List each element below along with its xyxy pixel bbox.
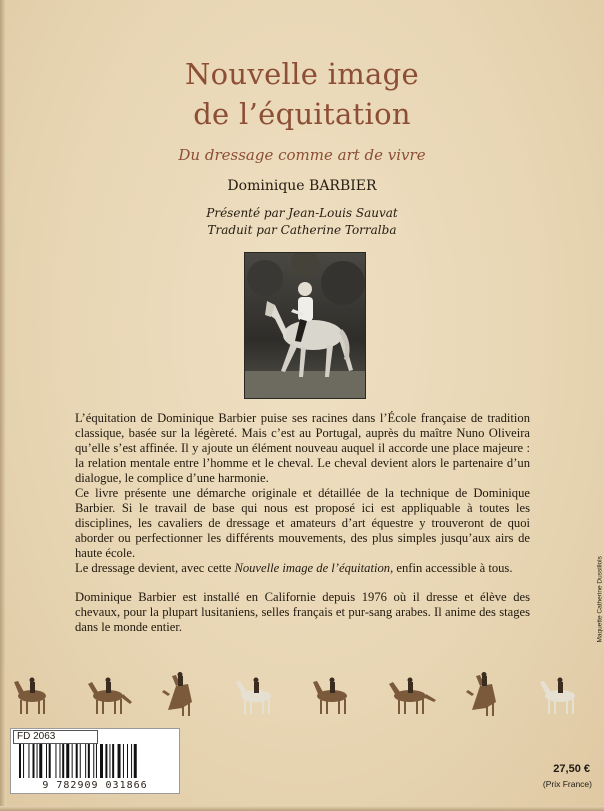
subtitle: Du dressage comme art de vivre <box>178 146 426 164</box>
barcode-bar <box>100 744 103 778</box>
p3-book-title: Nouvelle image de l’équitation <box>234 561 391 575</box>
description-paragraph-4: Dominique Barbier est installé en Californie depuis 1976 où il dresse et élève des chevaux, pour la plupart lusitaniens, selles français et pur-sang arabes. Il anime des stages dans le monde entier. <box>75 590 530 634</box>
isbn-number: 9 782909 031866 <box>42 780 148 791</box>
p3-before: Le dressage devient, avec cette <box>75 561 235 575</box>
description-text <box>75 411 530 635</box>
barcode-label <box>10 728 180 794</box>
price: 27,50 € <box>553 763 590 775</box>
price-note: (Prix France) <box>542 779 592 789</box>
translated-by: Traduit par Catherine Torralba <box>207 223 397 237</box>
description-paragraph-3 <box>75 561 530 576</box>
barcode-bar <box>66 744 69 778</box>
barcode-bar <box>123 744 124 778</box>
horse-icon <box>466 672 496 716</box>
barcode-bar <box>33 744 35 778</box>
product-code: FD 2063 <box>13 730 98 744</box>
barcode-bar <box>118 744 121 778</box>
horse-icon <box>540 678 575 715</box>
description-paragraph-1: L’équitation de Dominique Barbier puise ses racines dans l’École française de tradition classique, basée sur la légèreté. Mais c’est au Portugal, auprès du maître Nuno Oliveira qu’elle s’est affinée. Il y ajoute un élément nouveau auquel il accorde une place majeure : la relation mentale entre l’homme et le cheval. Le cheval devient alors le partenaire d’un dialogue, le complice d’une harmonie. <box>75 411 530 485</box>
barcode-bar <box>88 744 90 778</box>
horse-icon <box>162 672 192 716</box>
author-name: Dominique BARBIER <box>227 178 377 194</box>
barcode-bar <box>131 744 132 778</box>
barcode-bar <box>62 744 64 778</box>
barcode-bar <box>28 744 29 778</box>
barcode-bar <box>105 744 107 778</box>
description-paragraph-2: Ce livre présente une démarche originale et détaillée de la technique de Dominique Barbier. Si le travail de base qui nous est proposé ici est appliquable à toutes les disciplines, les cavaliers de dressage et amateurs d’art équestre y trouveront de quoi aborder ou perfectionner les différents mouvements, des plus simples jusqu’aux airs de haute école. <box>75 486 530 560</box>
barcode-bar <box>93 744 94 778</box>
barcode-bar <box>72 744 73 778</box>
layout-credit-text: Maquette Catherine Dussillols <box>596 556 604 643</box>
horse-icon <box>236 678 271 715</box>
barcode-bar <box>23 744 24 778</box>
barcode-bar <box>112 744 114 778</box>
presented-by: Présenté par Jean-Louis Sauvat <box>206 206 398 220</box>
horse-icon <box>14 678 46 715</box>
barcode-bar <box>109 744 110 778</box>
horse-frieze <box>10 672 594 722</box>
cover-bottom-edge <box>0 806 604 811</box>
barcode-icon <box>17 744 173 778</box>
title-line-2: de l’équitation <box>193 97 411 131</box>
barcode-bar <box>49 744 51 778</box>
barcode-bar <box>80 744 81 778</box>
horse-icon <box>88 678 132 715</box>
barcode-bar <box>96 744 97 778</box>
barcode-bar <box>39 744 42 778</box>
horse-icon <box>389 678 436 715</box>
layout-credit <box>591 556 604 643</box>
barcode-bar <box>55 744 56 778</box>
rider-on-horse-photo <box>244 252 366 399</box>
barcode-bar <box>60 744 61 778</box>
p3-after: , enfin accessible à tous. <box>390 561 513 575</box>
horse-icon <box>313 678 347 715</box>
barcode-bar <box>76 744 78 778</box>
barcode-bar <box>127 744 128 778</box>
title-line-1: Nouvelle image <box>185 57 419 91</box>
photo-illustration <box>245 253 365 398</box>
barcode-bar <box>37 744 38 778</box>
barcode-bar <box>19 744 21 778</box>
barcode-bar <box>46 744 47 778</box>
barcode-bar <box>85 744 86 778</box>
barcode-bar <box>134 744 137 778</box>
